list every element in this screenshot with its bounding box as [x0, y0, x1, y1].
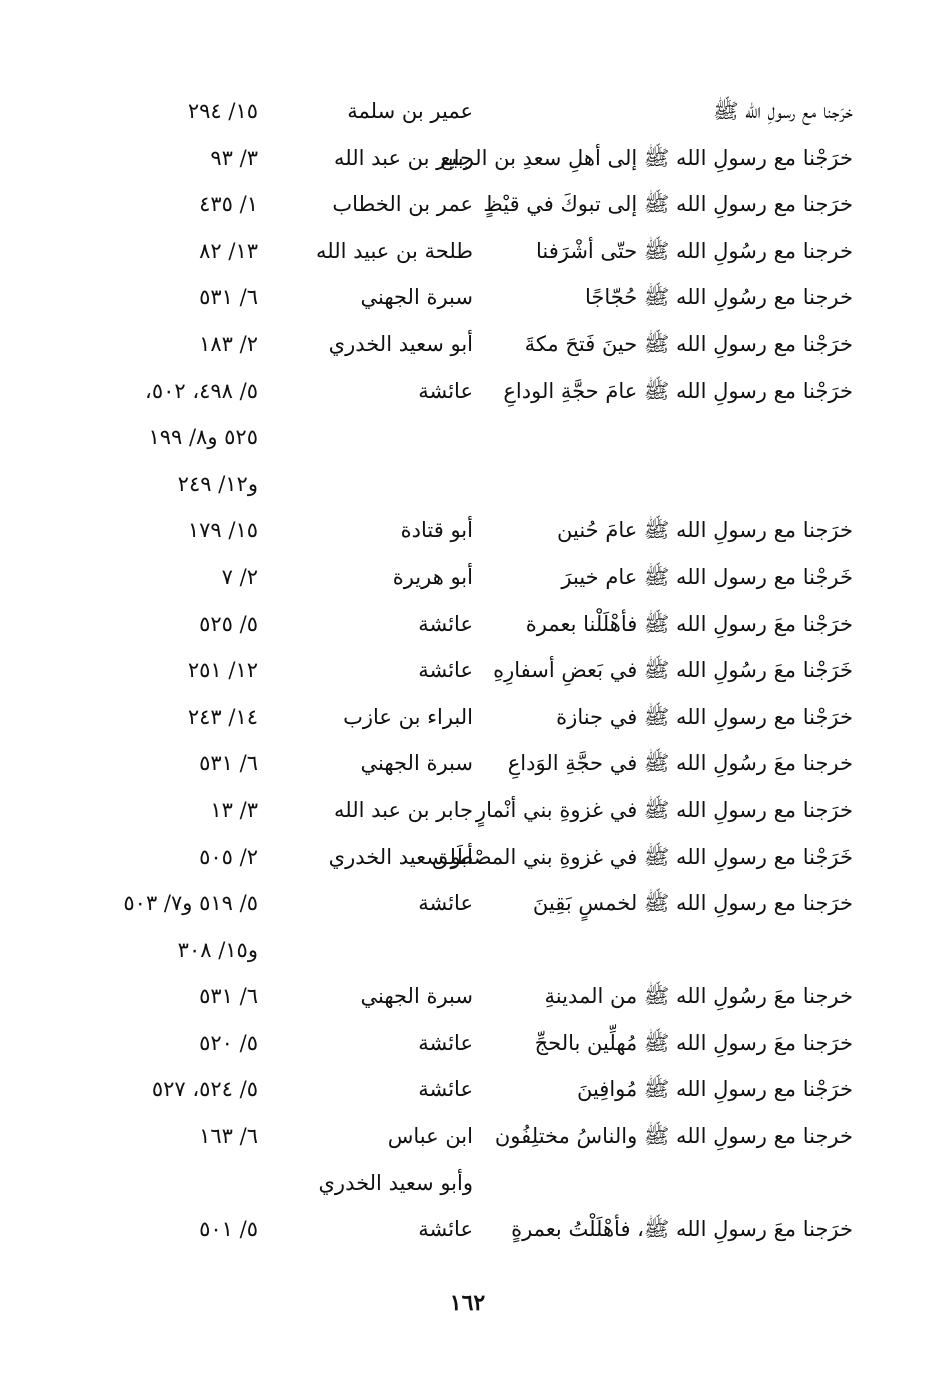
volume-page-reference: ٥/ ٥٢٠: [199, 1030, 258, 1055]
volume-page-reference: ٥/ ٥٠١: [199, 1217, 258, 1242]
volume-page-reference: ٢/ ١٨٣: [199, 331, 258, 356]
volume-page-reference: ٥/ ٥١٩ و٧/ ٥٠٣: [123, 891, 258, 916]
volume-page-reference: ٢/ ٥٠٥: [199, 844, 258, 869]
narrator-name: أبو سعيد الخدري: [328, 331, 473, 356]
narrator-name: عائشة: [418, 1077, 473, 1102]
index-row: [73, 787, 853, 834]
hadith-opening: خرَجنا مع رسولِ الله ﷺ: [713, 99, 853, 123]
volume-page-reference: ١٣/ ٨٢: [199, 238, 258, 263]
narrator-name: جابر بن عبد الله: [333, 145, 473, 170]
narrator-name: أبو سعيد الخدري: [328, 844, 473, 869]
index-row: [73, 1020, 853, 1067]
volume-page-reference: ١٢/ ٢٥١: [187, 658, 258, 683]
hadith-opening: خرَجْنا مع رسولِ الله ﷺ إلى أهلِ سعدِ بن الربيع: [440, 145, 853, 170]
hadith-opening: خرجنا معَ رسُولِ الله ﷺ من المدينةِ: [544, 984, 853, 1009]
hadith-opening: خرَجْنا معَ رسولِ الله ﷺ فأهْلَلْنا بعمرة: [525, 611, 853, 636]
index-row: [73, 740, 853, 787]
index-row-continuation: [73, 927, 853, 974]
narrator-name: جابر بن عبد الله: [333, 797, 473, 822]
index-row-continuation: [73, 414, 853, 461]
hadith-opening: خرَجْنا مع رسولِ الله ﷺ عامَ حجَّةِ الوداعِ: [503, 378, 853, 403]
index-row: [73, 1113, 853, 1160]
hadith-opening: خرجنا مع رسُولِ الله ﷺ حتّى أشْرَفنا: [535, 238, 853, 263]
hadith-opening: خرَجْنا مع رسولِ الله ﷺ مُوافِينَ: [576, 1077, 853, 1102]
narrator-name: أبو قتادة: [400, 518, 473, 543]
page-number: ١٦٢: [449, 1290, 486, 1316]
narrator-name: عائشة: [418, 378, 473, 403]
narrator-name: عائشة: [418, 891, 473, 916]
narrator-name: عائشة: [418, 1217, 473, 1242]
hadith-opening: خرجنا مع رسولِ الله ﷺ والناسُ مختلِفُون: [494, 1124, 853, 1149]
narrator-name: ابن عباس: [387, 1124, 473, 1149]
index-row: [73, 694, 853, 741]
narrator-name: عائشة: [418, 658, 473, 683]
narrator-name: البراء بن عازب: [343, 704, 473, 729]
hadith-opening: خرجنا معَ رسُولِ الله ﷺ في حجَّةِ الوَداعِ: [507, 751, 853, 776]
volume-page-reference: ٦/ ٥٣١: [199, 285, 258, 310]
volume-page-reference: ٣/ ٩٣: [210, 145, 258, 170]
index-row: [73, 1066, 853, 1113]
index-row: [73, 88, 853, 135]
narrator-name: عائشة: [418, 611, 473, 636]
index-row: [73, 601, 853, 648]
volume-page-reference: ٥/ ٥٢٥: [199, 611, 258, 636]
index-row: [73, 647, 853, 694]
index-row: [73, 135, 853, 182]
hadith-index-table: [73, 88, 853, 1253]
hadith-opening: خَرجْنا مع رسول الله ﷺ عام خيبرَ: [561, 564, 853, 589]
volume-page-reference: ٢/ ٧: [221, 564, 258, 589]
volume-page-reference: ٥٢٥ و٨/ ١٩٩: [148, 425, 258, 450]
volume-page-reference: ٦/ ١٦٣: [199, 1124, 258, 1149]
volume-page-reference: ٥/ ٤٩٨، ٥٠٢،: [145, 378, 258, 403]
index-row: [73, 368, 853, 415]
index-row-continuation: [73, 1160, 853, 1207]
index-row: [73, 973, 853, 1020]
volume-page-reference: ١٥/ ١٧٩: [187, 518, 258, 543]
index-row-continuation: [73, 461, 853, 508]
index-row: [73, 834, 853, 881]
index-row: [73, 1206, 853, 1253]
volume-page-reference: ٥/ ٥٢٤، ٥٢٧: [151, 1077, 258, 1102]
narrator-name: عائشة: [418, 1030, 473, 1055]
narrator-name: سبرة الجهني: [360, 751, 473, 776]
hadith-opening: خرَجنا مع رسولِ الله ﷺ لخمسٍ بَقِينَ: [532, 891, 853, 916]
narrator-name: سبرة الجهني: [360, 984, 473, 1009]
hadith-opening: خرَجْنا مع رسولِ الله ﷺ في جنازة: [556, 704, 853, 729]
index-row: [73, 554, 853, 601]
hadith-opening: خرَجنا معَ رسولِ الله ﷺ، فأهْلَلْتُ بعمرةٍ: [511, 1217, 853, 1242]
volume-page-reference: ٣/ ١٣: [210, 797, 258, 822]
narrator-name: عمر بن الخطاب: [332, 192, 473, 217]
index-row: [73, 321, 853, 368]
index-row: [73, 507, 853, 554]
hadith-opening: خرَجنا مع رسولِ الله ﷺ إلى تبوكَ في قيْظٍ: [483, 192, 853, 217]
hadith-opening: خرَجنا معَ رسولِ الله ﷺ مُهلِّين بالحجِّ: [534, 1030, 853, 1055]
narrator-name: سبرة الجهني: [360, 285, 473, 310]
volume-page-reference: و١٥/ ٣٠٨: [177, 937, 258, 962]
narrator-name: عمير بن سلمة: [347, 99, 473, 123]
hadith-opening: خرَجنا مع رسولِ الله ﷺ عامَ حُنين: [557, 518, 853, 543]
index-row: [73, 274, 853, 321]
narrator-name: وأبو سعيد الخدري: [318, 1170, 473, 1195]
volume-page-reference: ١٥/ ٢٩٤: [187, 99, 258, 123]
volume-page-reference: ١٤/ ٢٤٣: [187, 704, 258, 729]
index-row: [73, 228, 853, 275]
volume-page-reference: ٦/ ٥٣١: [199, 751, 258, 776]
hadith-opening: خرجنا مع رسُولِ الله ﷺ حُجّاجًا: [584, 285, 853, 310]
narrator-name: طلحة بن عبيد الله: [315, 238, 473, 263]
narrator-name: أبو هريرة: [392, 564, 473, 589]
hadith-opening: خرَجنا مع رسولِ الله ﷺ في غزوةِ بني أنْمارٍ: [475, 797, 853, 822]
volume-page-reference: ٦/ ٥٣١: [199, 984, 258, 1009]
index-row: [73, 181, 853, 228]
hadith-opening: خَرَجْنا مع رسولِ الله ﷺ في غزوةِ بني المصْطَلِق: [432, 844, 853, 869]
hadith-opening: خَرَجْنا معَ رسُولِ الله ﷺ في بَعضِ أسفارِهِ: [493, 658, 853, 683]
volume-page-reference: ١/ ٤٣٥: [199, 192, 258, 217]
volume-page-reference: و١٢/ ٢٤٩: [177, 471, 258, 496]
index-row: [73, 880, 853, 927]
hadith-opening: خرَجْنا مع رسولِ الله ﷺ حينَ فَتحَ مكةَ: [524, 331, 853, 356]
